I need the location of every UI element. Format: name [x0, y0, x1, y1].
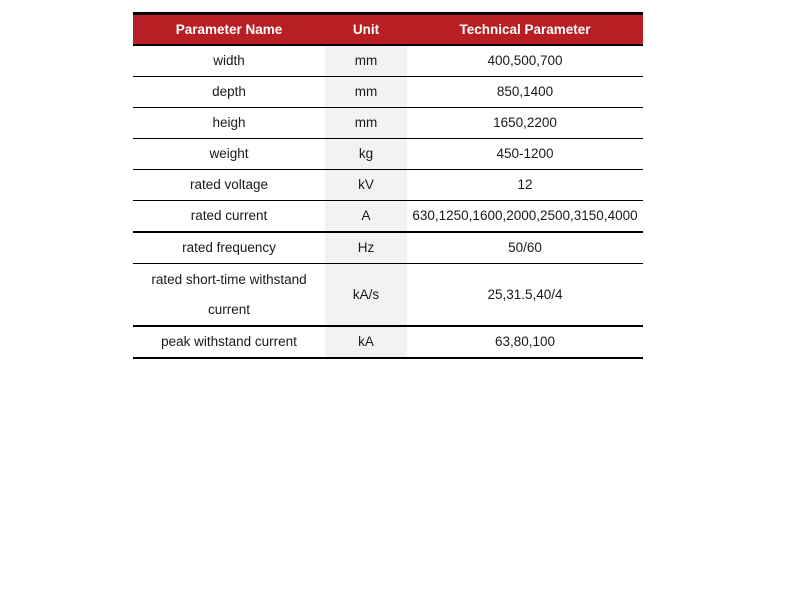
value-cell: 63,80,100 [407, 326, 643, 358]
table-row [133, 201, 643, 233]
unit-cell: mm [325, 45, 407, 77]
header-technical-parameter: Technical Parameter [407, 14, 643, 46]
table-header [133, 14, 643, 46]
value-cell: 1650,2200 [407, 108, 643, 139]
param-name-cell: rated short-time withstand current [133, 264, 325, 327]
value-cell: 400,500,700 [407, 45, 643, 77]
param-name-cell: rated voltage [133, 170, 325, 201]
table-row [133, 326, 643, 358]
table-body [133, 45, 643, 358]
param-name-cell: peak withstand current [133, 326, 325, 358]
technical-parameter-table [133, 12, 643, 359]
value-cell: 12 [407, 170, 643, 201]
table-row [133, 45, 643, 77]
unit-cell: kV [325, 170, 407, 201]
value-cell: 25,31.5,40/4 [407, 264, 643, 327]
value-cell: 450-1200 [407, 139, 643, 170]
header-parameter-name: Parameter Name [133, 14, 325, 46]
unit-cell: mm [325, 77, 407, 108]
table-row [133, 232, 643, 264]
spec-table [133, 12, 643, 359]
param-name-cell: rated frequency [133, 232, 325, 264]
unit-cell: kA/s [325, 264, 407, 327]
value-cell: 50/60 [407, 232, 643, 264]
unit-cell: kA [325, 326, 407, 358]
unit-cell: mm [325, 108, 407, 139]
unit-cell: A [325, 201, 407, 233]
param-name-cell: width [133, 45, 325, 77]
header-unit: Unit [325, 14, 407, 46]
param-name-cell: weight [133, 139, 325, 170]
table-row [133, 264, 643, 327]
table-row [133, 108, 643, 139]
table-row [133, 77, 643, 108]
unit-cell: Hz [325, 232, 407, 264]
param-name-cell: depth [133, 77, 325, 108]
value-cell: 630,1250,1600,2000,2500,3150,4000 [407, 201, 643, 233]
table-row [133, 170, 643, 201]
header-row [133, 14, 643, 46]
param-name-cell: heigh [133, 108, 325, 139]
unit-cell: kg [325, 139, 407, 170]
param-name-cell: rated current [133, 201, 325, 233]
table-row [133, 139, 643, 170]
value-cell: 850,1400 [407, 77, 643, 108]
